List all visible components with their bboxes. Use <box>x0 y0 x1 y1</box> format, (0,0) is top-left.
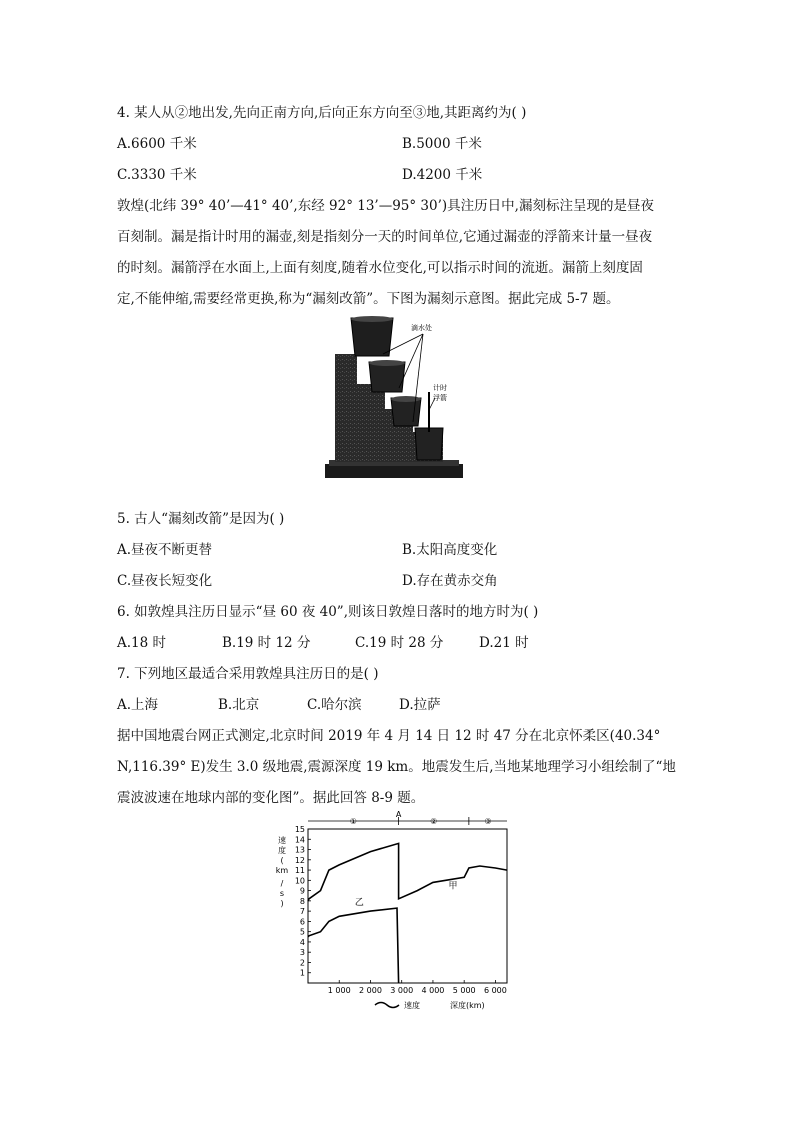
y-tick-label: 6 <box>299 917 305 927</box>
q4-option-d: D.4200 千米 <box>402 167 483 183</box>
q7-option-c: C.哈尔滨 <box>307 697 362 713</box>
x-axis-label: 深度(km) <box>450 1001 485 1010</box>
q4-option-a: A.6600 千米 <box>117 136 197 152</box>
q7-option-b: B.北京 <box>218 697 260 713</box>
y-axis-label: / <box>280 879 284 888</box>
series-line-jia <box>308 843 507 901</box>
y-axis-label: 度 <box>278 846 286 855</box>
y-tick-label: 10 <box>294 876 305 886</box>
y-axis-label: ( <box>280 856 284 865</box>
layer-label: ① <box>349 817 357 826</box>
passage1-line-2: 百刻制。漏是指计时用的漏壶,刻是指刻分一天的时间单位,它通过漏壶的浮箭来计量一昼夜 <box>117 229 653 245</box>
question-5-stem: 5. 古人“漏刻改箭”是因为( ) <box>117 511 285 527</box>
series-label-jia: 甲 <box>448 881 458 892</box>
y-tick-label: 13 <box>294 845 305 855</box>
q4-option-c: C.3330 千米 <box>117 167 197 183</box>
series-label-yi: 乙 <box>354 897 364 908</box>
x-tick-label: 4 000 <box>421 986 445 995</box>
passage1-line-4: 定,不能伸缩,需要经常更换,称为“漏刻改箭”。下图为漏刻示意图。据此完成 5-7 题。 <box>117 291 620 307</box>
y-tick-label: 4 <box>299 937 305 947</box>
q5-option-a: A.昼夜不断更替 <box>117 542 213 558</box>
water-clock-figure <box>325 314 465 484</box>
y-tick-label: 2 <box>299 958 305 968</box>
y-tick-label: 9 <box>299 886 305 896</box>
label-drip: 滴水处 <box>411 324 432 332</box>
passage2-line-2: N,116.39° E)发生 3.0 级地震,震源深度 19 km。地震发生后,当地某地理学习小组绘制了“地 <box>117 759 676 775</box>
y-tick-label: 15 <box>294 825 305 834</box>
y-tick-label: 1 <box>299 968 305 978</box>
q4-option-b: B.5000 千米 <box>402 136 482 152</box>
y-axis-label: s <box>279 889 285 898</box>
y-tick-label: 3 <box>299 948 305 958</box>
q6-option-d: D.21 时 <box>479 635 529 651</box>
question-7-stem: 7. 下列地区最适合采用敦煌具注历日的是( ) <box>117 666 379 682</box>
question-6-stem: 6. 如敦煌具注历日显示“昼 60 夜 40”,则该日敦煌日落时的地方时为( ) <box>117 604 539 620</box>
question-4-stem: 4. 某人从②地出发,先向正南方向,后向正东方向至③地,其距离约为( ) <box>117 105 527 121</box>
passage1-line-3: 的时刻。漏箭浮在水面上,上面有刻度,随着水位变化,可以指示时间的流逝。漏箭上刻度固 <box>117 260 643 276</box>
seismic-wave-chart <box>270 810 530 1015</box>
y-tick-label: 12 <box>294 855 305 865</box>
legend-swatch <box>375 1003 399 1008</box>
y-axis-label: 速 <box>278 836 286 845</box>
q5-option-d: D.存在黄赤交角 <box>402 573 498 589</box>
passage2-line-3: 震波波速在地球内部的变化图”。据此回答 8-9 题。 <box>117 790 425 806</box>
series-line-yi <box>308 908 399 983</box>
q6-option-b: B.19 时 12 分 <box>222 635 311 651</box>
y-tick-label: 11 <box>294 866 305 876</box>
passage2-line-1: 据中国地震台网正式测定,北京时间 2019 年 4 月 14 日 12 时 47 分在北京怀柔区(40.34° <box>117 728 661 744</box>
passage1-line-1: 敦煌(北纬 39° 40’—41° 40’,东经 92° 13’—95° 30’)具注历日中,漏刻标注呈现的是昼夜 <box>117 198 654 214</box>
x-tick-label: 2 000 <box>359 986 382 995</box>
q7-option-a: A.上海 <box>117 697 159 713</box>
q6-option-a: A.18 时 <box>117 635 167 651</box>
label-float-2: 浮箭 <box>433 394 447 402</box>
y-tick-label: 14 <box>294 835 305 845</box>
x-tick-label: 1 000 <box>327 986 351 995</box>
q7-option-d: D.拉萨 <box>399 697 441 713</box>
q6-option-c: C.19 时 28 分 <box>355 635 444 651</box>
x-tick-label: 5 000 <box>452 986 476 995</box>
label-float-1: 计时 <box>433 384 447 392</box>
y-tick-label: 7 <box>299 907 305 917</box>
y-tick-label: 5 <box>299 927 305 937</box>
layer-label: ③ <box>484 817 492 826</box>
plot-frame <box>308 829 507 983</box>
layer-label: A <box>395 810 402 819</box>
y-axis-label: ) <box>280 899 284 908</box>
y-axis-label: km <box>275 866 289 875</box>
x-tick-label: 3 000 <box>390 986 414 995</box>
x-tick-label: 6 000 <box>483 986 507 995</box>
q5-option-b: B.太阳高度变化 <box>402 542 498 558</box>
y-tick-label: 8 <box>299 896 305 906</box>
layer-label: ② <box>430 817 438 826</box>
legend-label: 速度 <box>404 1001 420 1010</box>
q5-option-c: C.昼夜长短变化 <box>117 573 213 589</box>
